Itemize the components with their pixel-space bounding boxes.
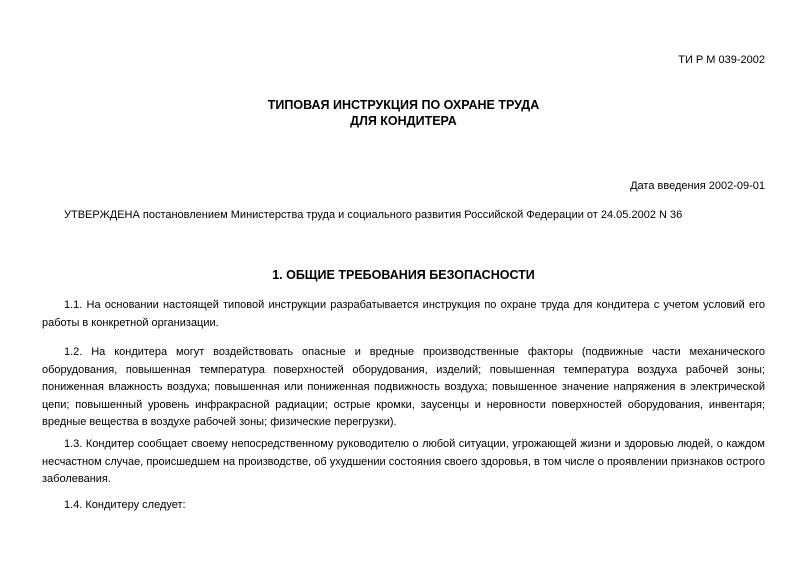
document-title <box>0 97 807 129</box>
paragraph-1-1: 1.1. На основании настоящей типовой инструкции разрабатывается инструкция по охране труда для кондитера с учетом условий его работы в конкретной организации. <box>42 299 765 329</box>
paragraph-1-3: 1.3. Кондитер сообщает своему непосредственному руководителю о любой ситуации, угрожающей жизни и здоровью людей, о каждом несчастном случае, происшедшем на производстве, об ухудшении состояния своего здоровья, в том числе о проявлении признаков острого заболевания. <box>42 438 765 485</box>
paragraph-1-4: 1.4. Кондитеру следует: <box>64 499 186 511</box>
effective-date: Дата введения 2002-09-01 <box>630 180 765 192</box>
approval-statement: УТВЕРЖДЕНА постановлением Министерства труда и социального развития Российской Федерации от 24.05.2002 N 36 <box>64 209 683 221</box>
section-title: 1. ОБЩИЕ ТРЕБОВАНИЯ БЕЗОПАСНОСТИ <box>272 268 535 282</box>
document-code: ТИ Р М 039-2002 <box>678 54 765 66</box>
title-line-1: ТИПОВАЯ ИНСТРУКЦИЯ ПО ОХРАНЕ ТРУДА <box>267 98 540 112</box>
title-line-2: ДЛЯ КОНДИТЕРА <box>350 114 457 128</box>
paragraph-1-2: 1.2. На кондитера могут воздействовать опасные и вредные производственные факторы (подвижные части механического оборудования, повышенная температура поверхностей оборудования, изделий; повышенная температура воздуха рабочей зоны; пониженная влажность воздуха; повышенная или пониженная подвижность воздуха; повышенное значение напряжения в электрической цепи; повышенный уровень инфракрасной радиации; острые кромки, заусенцы и неровности поверхностей оборудования, инвентаря; вредные вещества в воздухе рабочей зоны; физические перегрузки). <box>42 346 765 428</box>
